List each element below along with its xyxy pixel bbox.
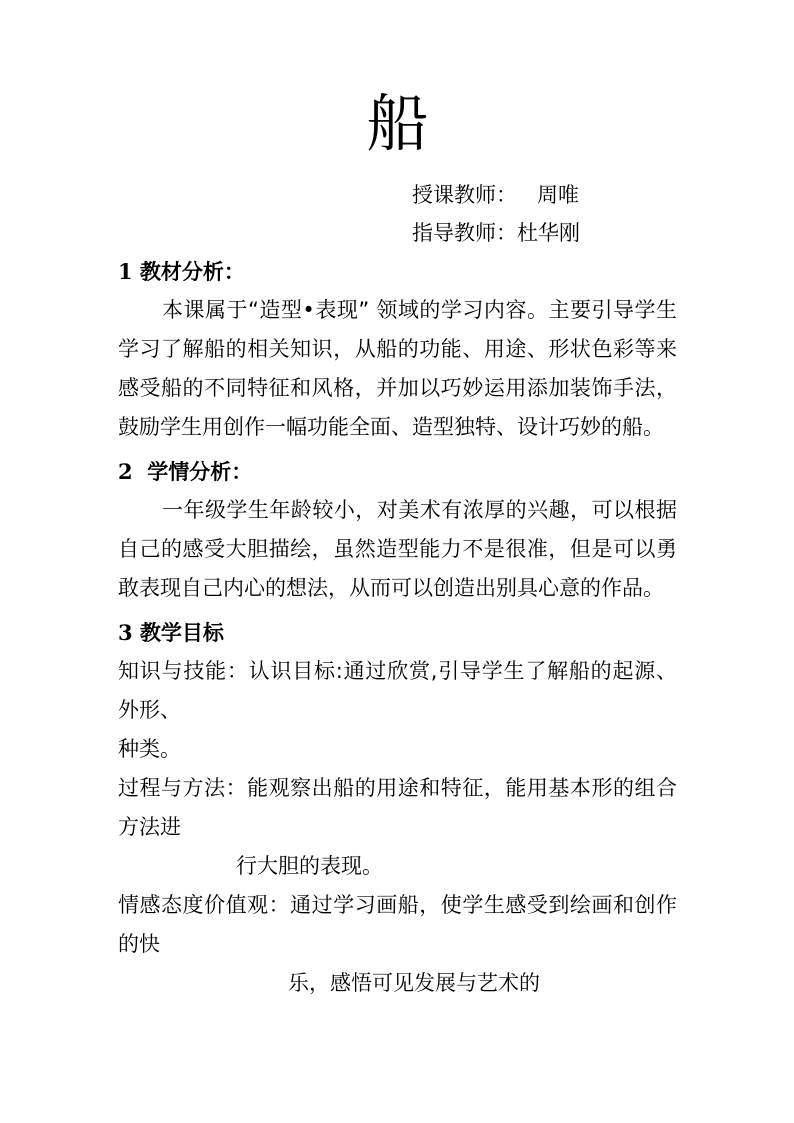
section-paragraph-2: 一年级学生年龄较小，对美术有浓厚的兴趣，可以根据自己的感受大胆描绘，虽然造型能力不是很准，但是可以勇敢表现自己内心的想法，从而可以创造出别具心意的作品。 (118, 498, 677, 600)
page-title: 船 (366, 87, 429, 160)
goal-knowledge-line-2: 种类。 (118, 737, 181, 761)
goal-emotion-attitude-values (118, 886, 677, 1003)
credits-block (118, 176, 677, 252)
goal-process-line-1: 过程与方法：能观察出船的用途和特征，能用基本形的组合方法进 (118, 776, 677, 839)
credit-advisor: 指导教师：杜华刚 (412, 221, 580, 245)
credit-instructor: 授课教师： 周唯 (412, 183, 580, 207)
section-heading-3: 3 教学目标 (118, 620, 224, 645)
section-teaching-objectives (118, 613, 677, 1003)
goal-emotion-line-1: 情感态度价值观：通过学习画船，使学生感受到绘画和创作的快 (118, 893, 677, 956)
section-heading-2: 2 学情分析： (118, 459, 253, 484)
document-content (118, 0, 677, 1003)
goal-emotion-line-2: 乐，感悟可见发展与艺术的 (288, 971, 540, 995)
goal-knowledge-line-1: 知识与技能：认识目标:通过欣赏,引导学生了解船的起源、外形、 (118, 659, 677, 722)
section-teaching-material-analysis (118, 252, 677, 447)
goal-knowledge-and-skills (118, 652, 677, 769)
section-student-situation-analysis (118, 452, 677, 608)
section-paragraph-1: 本课属于“造型•表现” 领域的学习内容。主要引导学生学习了解船的相关知识，从船的功能、用途、形状色彩等来感受船的不同特征和风格，并加以巧妙运用添加装饰手法，鼓励学生用创作一幅功能全面、造型独特、设计巧妙的船。 (118, 298, 677, 439)
section-heading-1: 1 教材分析： (118, 259, 245, 284)
goal-process-line-2: 行大胆的表现。 (236, 854, 383, 878)
goal-process-and-methods (118, 769, 677, 886)
